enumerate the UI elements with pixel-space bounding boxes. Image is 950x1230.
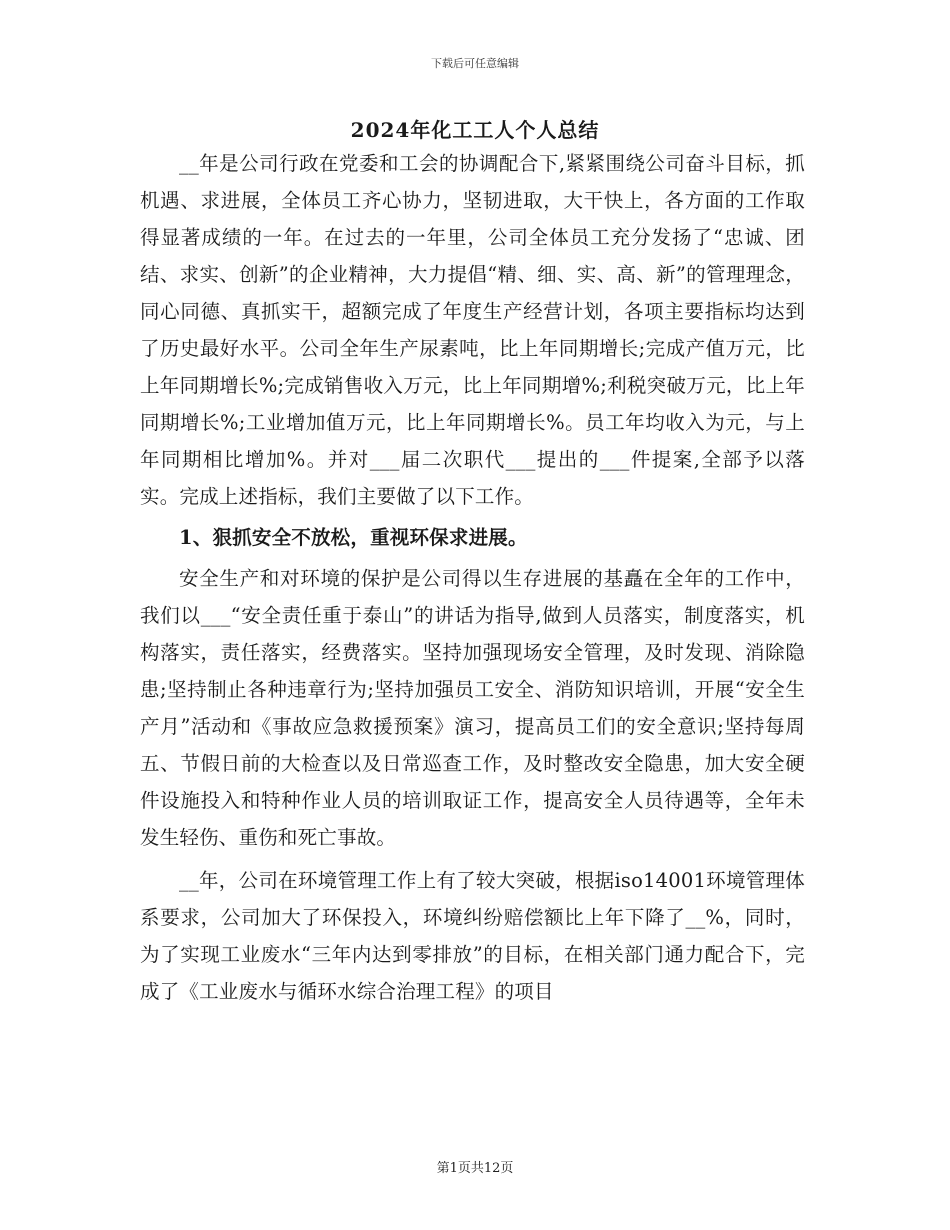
page-footer: 第1页共12页 bbox=[436, 1161, 514, 1176]
header-note: 下载后可任意编辑 bbox=[431, 57, 519, 70]
document-title: 2024年化工工人个人总结 bbox=[350, 118, 600, 142]
section-heading-safety: 1、狠抓安全不放松，重视环保求进展。 bbox=[179, 526, 528, 549]
paragraph-intro: __年是公司行政在党委和工会的协调配合下,紧紧围绕公司奋斗目标，抓机遇、求进展，全体员工齐心协力，坚韧进取，大干快上，各方面的工作取得显著成绩的一年。在过去的一年里，公司全体员工充分发扬了“忠诚、团结、求实、创新”的企业精神，大力提倡“精、细、实、高、新”的管理理念，同心同德、真抓实干，超额完成了年度生产经营计划，各项主要指标均达到了历史最好水平。公司全年生产尿素吨，比上年同期增长;完成产值万元，比上年同期增长%;完成销售收入万元，比上年同期增%;利税突破万元，比上年同期增长%;工业增加值万元，比上年同期增长%。员工年均收入为元，与上年同期相比增加%。并对___届二次职代___提出的___件提案,全部予以落实。完成上述指标，我们主要做了以下工作。 bbox=[140, 152, 805, 508]
document-body bbox=[140, 145, 805, 1010]
paragraph-safety: 安全生产和对环境的保护是公司得以生存进展的基矗在全年的工作中，我们以___“安全责任重于泰山”的讲话为指导,做到人员落实，制度落实，机构落实，责任落实，经费落实。坚持加强现场安全管理，及时发现、消除隐患;坚持制止各种违章行为;坚持加强员工安全、消防知识培训，开展“安全生产月”活动和《事故应急救援预案》演习，提高员工们的安全意识;坚持每周五、节假日前的大检查以及日常巡查工作，及时整改安全隐患，加大安全硬件设施投入和特种作业人员的培训取证工作，提高安全人员待遇等，全年未发生轻伤、重伤和死亡事故。 bbox=[140, 567, 805, 849]
paragraph-environment: __年，公司在环境管理工作上有了较大突破，根据iso14001环境管理体系要求，公司加大了环保投入，环境纠纷赔偿额比上年下降了__%，同时，为了实现工业废水“三年内达到零排放”的目标，在相关部门通力配合下，完成了《工业废水与循环水综合治理工程》的项目 bbox=[140, 869, 805, 1003]
